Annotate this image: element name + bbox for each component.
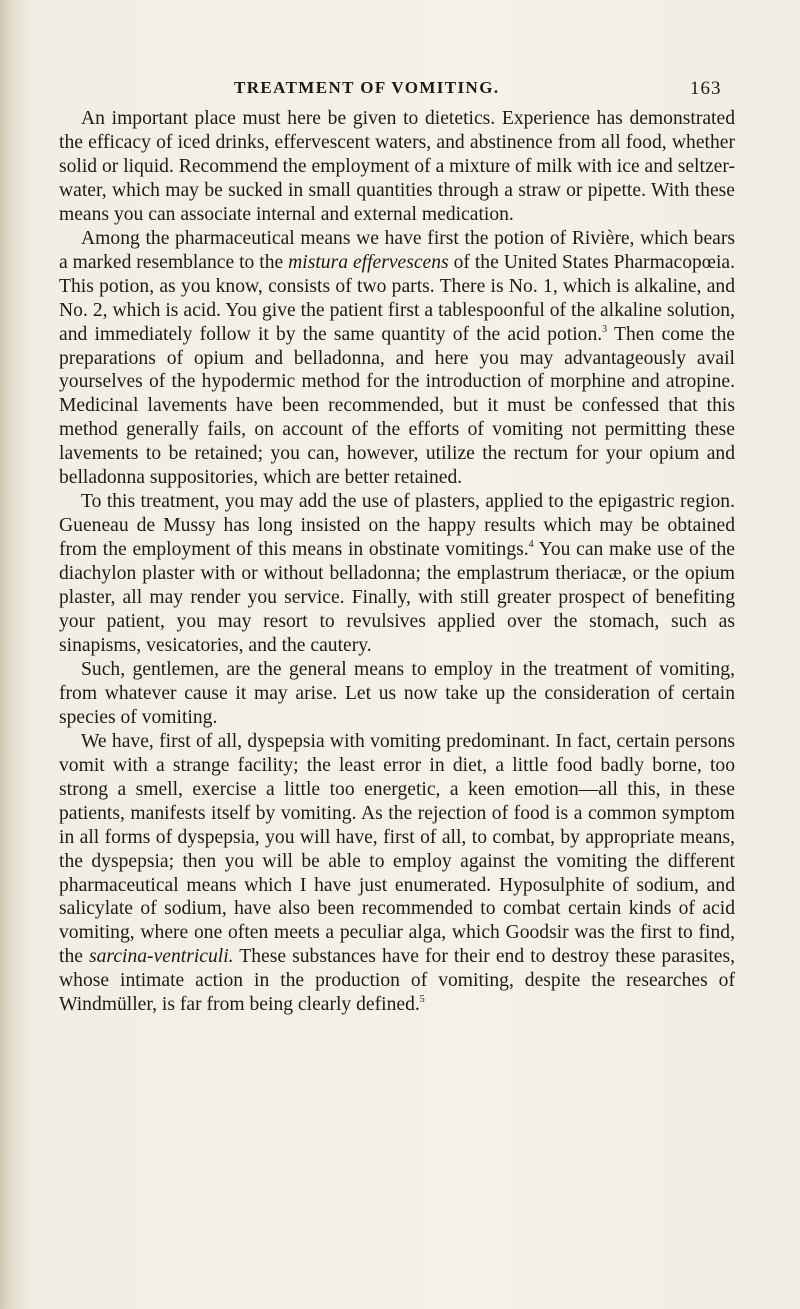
text-run: Among the pharmaceutical means we have first the potion of Rivière, which bears a marked resemblance to the <box>59 227 735 273</box>
paragraph <box>59 658 735 730</box>
paragraph <box>59 730 735 1017</box>
page-number: 163 <box>690 78 722 99</box>
text-run: You can make use of the diachylon plaster with or without belladonna; the emplastrum theriacæ, or the opium plaster, all may render you service. Finally, with still greater prospect of benefiting your patient, you may resort to revulsives applied over the stomach, such as sinapisms, vesicatories, and the cautery. <box>59 539 735 656</box>
text-run: of the United States Pharmacopœia. This potion, as you know, consists of two parts. There is No. 1, which is alkaline, and No. 2, which is acid. You give the patient first a tablespoonful of the alkaline solution, and immediately follow it by the same quantity of the acid potion. <box>59 251 736 345</box>
page-header <box>0 78 800 104</box>
paragraph <box>59 107 735 227</box>
footnote-ref: 4 <box>528 539 534 551</box>
italic-text: sarcina-ventriculi. <box>89 946 234 968</box>
running-head: TREATMENT OF VOMITING. <box>234 78 500 97</box>
footnote-ref: 5 <box>419 994 425 1006</box>
text-run: We have, first of all, dyspepsia with vomiting predominant. In fact, certain persons vomit with a strange facility; the least error in diet, a little food badly borne, too strong a smell, exercise a little too energetic, a keen emotion—all this, in these patients, manifests itself by vomiting. As the rejection of food is a common symptom in all forms of dyspepsia, you will have, first of all, to combat, by appropriate means, the dyspepsia; then you will be able to employ against the vomiting the different pharmaceutical means which I have just enumerated. Hyposulphite of sodium, and salicylate of sodium, have also been recommended to combat certain kinds of acid vomiting, where one often meets a peculiar alga, which Goodsir was the first to find, the <box>59 730 735 968</box>
text-run: These substances have for their end to destroy these parasites, whose intimate action in the production of vomiting, despite the researches of Windmüller, is far from being clearly defined. <box>59 946 735 1016</box>
footnote-ref: 3 <box>602 323 608 335</box>
body-text <box>59 107 735 1017</box>
paragraph <box>59 227 735 490</box>
text-run: To this treatment, you may add the use of plasters, applied to the epigastric region. Gueneau de Mussy has long insisted on the happy results which may be obtained from the employment of this means in obstinate vomitings. <box>59 491 735 561</box>
text-run: An important place must here be given to dietetics. Experience has demonstrated the efficacy of iced drinks, effervescent waters, and abstinence from all food, whether solid or liquid. Recommend the employment of a mixture of milk with ice and seltzer-water, which may be sucked in small quantities through a straw or pipette. With these means you can associate internal and external medication. <box>59 108 735 225</box>
italic-text: mistura effervescens <box>288 251 449 273</box>
text-run: Such, gentlemen, are the general means to employ in the treatment of vomiting, from whatever cause it may arise. Let us now take up the consideration of certain species of vomiting. <box>59 658 735 728</box>
paragraph <box>59 490 735 658</box>
text-run: Then come the preparations of opium and belladonna, and here you may advantageously avail yourselves of the hypodermic method for the introduction of morphine and atropine. Medicinal lavements have been recommended, but it must be confessed that this method generally fails, on account of the efforts of vomiting not permitting these lavements to be retained; you can, however, utilize the rectum for your opium and belladonna suppositories, which are better retained. <box>59 323 735 489</box>
